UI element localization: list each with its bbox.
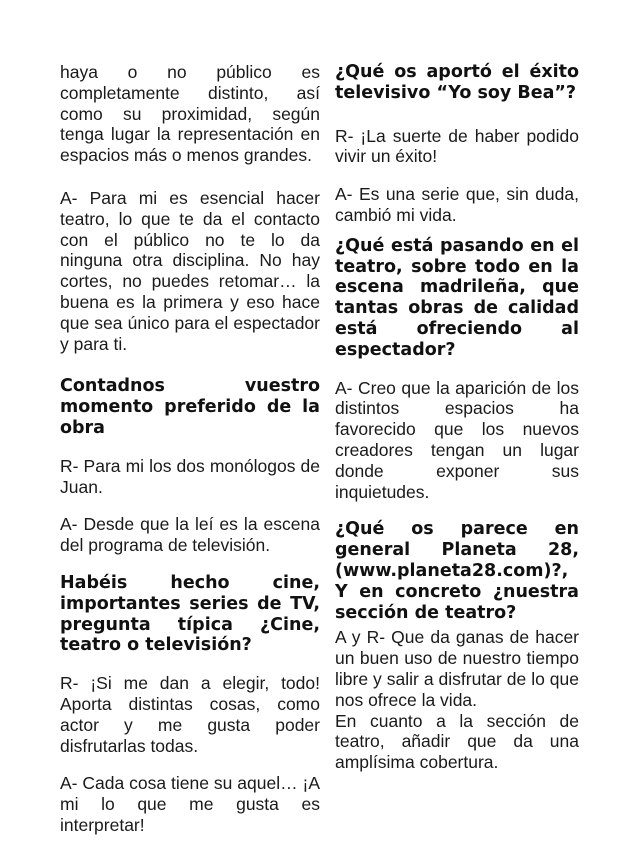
left-paragraph-2: A- Para mi es esencial hacer teatro, lo que te da el contacto con el público no te lo da ninguna otra disciplina. No hay cortes, no puedes retomar… la buena es la primera y eso hace que sea único para el espectador y para ti.: [60, 187, 320, 354]
left-question-1: Contadnos vuestro momento preferido de la obra: [60, 376, 320, 438]
left-column: [60, 62, 320, 836]
right-paragraph-1: R- ¡La suerte de haber podido vivir un éxito!: [335, 125, 579, 167]
right-question-2: ¿Qué está pasando en el teatro, sobre todo en la escena madrileña, que tantas obras de calidad está ofreciendo al espectador?: [335, 235, 579, 360]
right-question-3: ¿Qué os parece en general Planeta 28, (www.planeta28.com)?, Y en concreto ¿nuestra sección de teatro?: [335, 519, 579, 623]
left-question-2: Habéis hecho cine, importantes series de TV, pregunta típica ¿Cine, teatro o televisión?: [60, 572, 320, 656]
right-paragraph-5: En cuanto a la sección de teatro, añadir que da una amplísima cobertura.: [335, 710, 579, 773]
left-paragraph-3: R- Para mi los dos monólogos de Juan.: [60, 455, 320, 497]
right-question-1: ¿Qué os aportó el éxito televisivo “Yo soy Bea”?: [335, 62, 579, 103]
right-paragraph-2: A- Es una serie que, sin duda, cambió mi vida.: [335, 184, 579, 225]
right-column: [335, 62, 579, 773]
left-paragraph-6: A- Cada cosa tiene su aquel… ¡A mi lo que me gusta es interpretar!: [60, 773, 320, 835]
right-paragraph-4: A y R- Que da ganas de hacer un buen uso de nuestro tiempo libre y salir a disfrutar de lo que nos ofrece la vida.: [335, 627, 579, 710]
left-paragraph-5: R- ¡Si me dan a elegir, todo! Aporta distintas cosas, como actor y me gusta poder disfrutarlas todas.: [60, 673, 320, 756]
left-paragraph-4: A- Desde que la leí es la escena del programa de televisión.: [60, 514, 320, 556]
right-paragraph-3: A- Creo que la aparición de los distintos espacios ha favorecido que los nuevos creadores tengan un lugar donde exponer sus inquietudes.: [335, 377, 579, 502]
left-paragraph-1: haya o no público es completamente distinto, así como su proximidad, según tenga lugar la representación en espacios más o menos grandes.: [60, 62, 320, 166]
